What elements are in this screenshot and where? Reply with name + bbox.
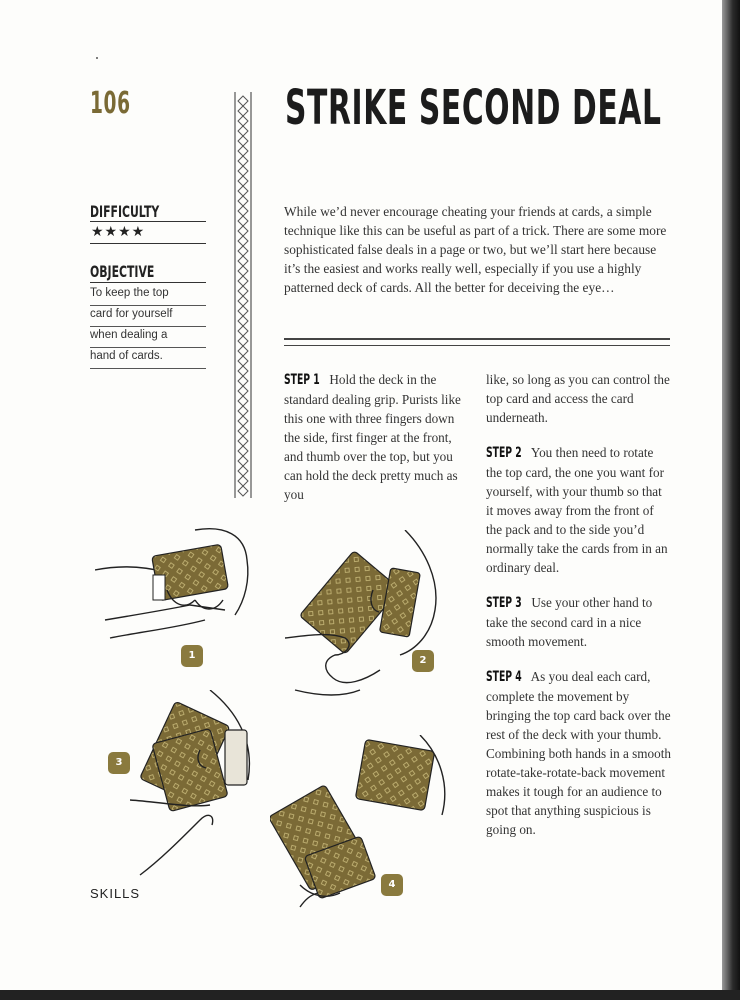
figure-badge-3: 3 (108, 752, 130, 774)
divider-diamond (238, 246, 248, 256)
divider-diamond (238, 106, 248, 116)
step-1-label: STEP 1 (284, 372, 320, 388)
divider-diamond (238, 146, 248, 156)
figure-badge-2: 2 (412, 650, 434, 672)
step-2-paragraph (486, 443, 672, 577)
step-4-label: STEP 4 (486, 669, 522, 685)
objective-line: card for yourself (90, 308, 173, 320)
step-1-text-part: Hold the deck in the standard dealing grip. Purists like this one with three fingers down the side, first finger at the front, and thumb over the top, but you can hold the deck pretty much as you (284, 372, 461, 502)
speck (96, 57, 98, 59)
objective-line-rule (90, 305, 206, 306)
figure-badge-1: 1 (181, 645, 203, 667)
divider-diamond (238, 396, 248, 406)
step-3-text: Use your other hand to take the second card in a nice smooth movement. (486, 595, 653, 649)
figure-badge-4: 4 (381, 874, 403, 896)
difficulty-stars: ★★★★ (91, 224, 146, 240)
divider-diamond (238, 366, 248, 376)
objective-heading: OBJECTIVE (90, 262, 155, 281)
divider-diamond (238, 126, 248, 136)
ornamental-divider (232, 92, 254, 498)
step-1-continued: like, so long as you can control the top card and access the card underneath. (486, 372, 670, 425)
illustration-step-3 (130, 690, 260, 880)
divider-diamond (238, 376, 248, 386)
step-2-text: You then need to rotate the top card, the one you want for yourself, with your thumb so that it moves away from the front of the pack and to the side you’d normally take the cards from in an ordinary deal. (486, 445, 668, 575)
divider-diamond (238, 116, 248, 126)
divider-diamond (238, 256, 248, 266)
objective-line-rule (90, 347, 206, 348)
step-1-paragraph (284, 370, 466, 504)
illustration-step-4 (270, 735, 460, 910)
double-rule (284, 338, 670, 346)
divider-diamond (238, 266, 248, 276)
divider-diamond (238, 186, 248, 196)
divider-diamond (238, 346, 248, 356)
divider-diamond (238, 176, 248, 186)
illustration-step-1 (95, 520, 265, 660)
step-3-paragraph (486, 593, 672, 651)
objective-line-rule (90, 368, 206, 369)
divider-diamond (238, 136, 248, 146)
divider-diamond (238, 326, 248, 336)
divider-diamond (238, 196, 248, 206)
illustration-step-2 (285, 530, 450, 705)
step-3-label: STEP 3 (486, 595, 522, 611)
divider-diamond (238, 226, 248, 236)
divider-diamond (238, 306, 248, 316)
divider-diamond (238, 486, 248, 496)
book-spine-edge (722, 0, 740, 1000)
divider-diamond (238, 206, 248, 216)
divider-diamond (238, 166, 248, 176)
page-number: 106 (90, 86, 131, 121)
objective-line: hand of cards. (90, 350, 163, 362)
divider-diamond (238, 286, 248, 296)
divider-diamond (238, 426, 248, 436)
objective-rule (90, 282, 206, 283)
steps-column-1 (284, 370, 466, 520)
divider-diamond (238, 416, 248, 426)
difficulty-rule-bottom (90, 243, 206, 244)
divider-diamond (238, 446, 248, 456)
divider-diamond (238, 216, 248, 226)
book-bottom-edge (0, 990, 740, 1000)
divider-diamond (238, 316, 248, 326)
step-4-paragraph (486, 667, 672, 839)
objective-line: To keep the top (90, 287, 169, 299)
divider-diamond (238, 386, 248, 396)
steps-column-2 (486, 370, 672, 855)
objective-line-rule (90, 326, 206, 327)
page-title: STRIKE SECOND DEAL (285, 80, 662, 136)
divider-diamond (238, 476, 248, 486)
step-4-text: As you deal each card, complete the movement by bringing the top card back over the rest of the deck with your thumb. Combining both hands in a smooth rotate-take-rotate-back movement makes it tough for an audience to spot that anything suspicious is going on. (486, 669, 671, 837)
difficulty-heading: DIFFICULTY (90, 202, 160, 221)
divider-diamond (238, 296, 248, 306)
divider-diamond (238, 436, 248, 446)
section-footer: SKILLS (90, 886, 141, 901)
divider-diamond (238, 466, 248, 476)
difficulty-rule (90, 221, 206, 222)
objective-line: when dealing a (90, 329, 168, 341)
divider-diamond (238, 236, 248, 246)
divider-diamond (238, 456, 248, 466)
divider-diamond (238, 406, 248, 416)
divider-diamond (238, 156, 248, 166)
divider-diamond (238, 276, 248, 286)
divider-diamond (238, 336, 248, 346)
divider-diamond (238, 356, 248, 366)
step-2-label: STEP 2 (486, 445, 522, 461)
intro-paragraph: While we’d never encourage cheating your friends at cards, a simple technique like this can be useful as part of a trick. There are some more sophisticated false deals in a page or two, but we’ll start here because it’s the easiest and works really well, especially if you use a highly patterned deck of cards. All the better for deceiving the eye… (284, 204, 667, 295)
divider-diamond (238, 96, 248, 106)
